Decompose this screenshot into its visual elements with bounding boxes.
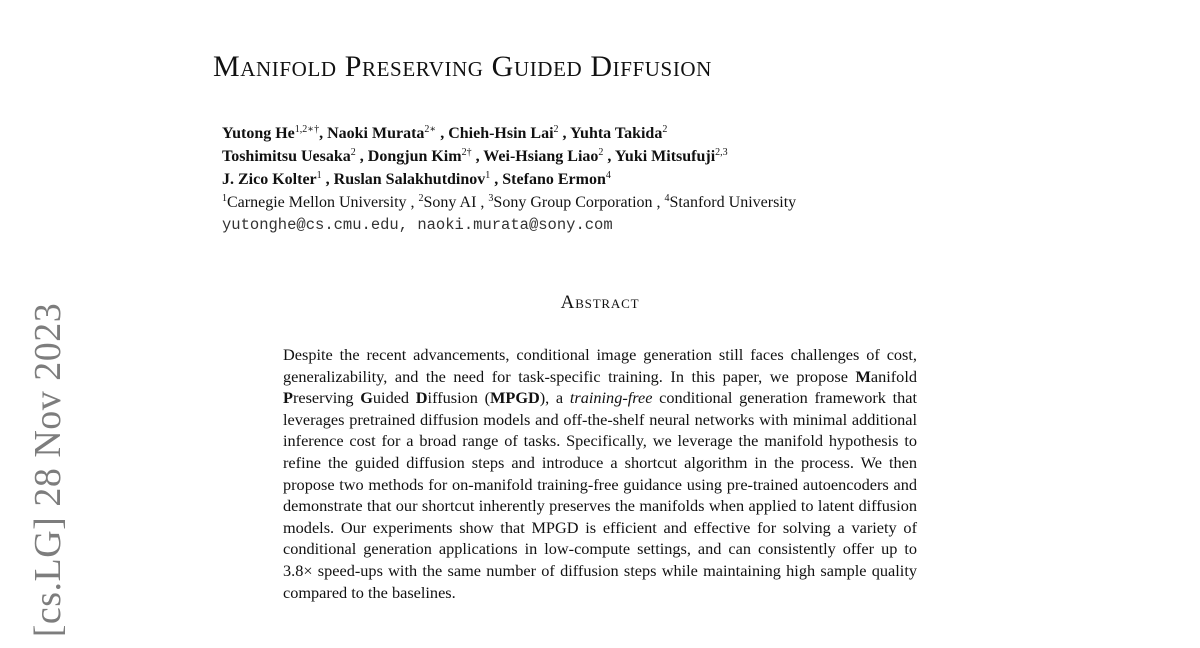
abstract-bold-run: P [283, 388, 293, 408]
abstract-bold-run: MPGD [490, 388, 540, 408]
abstract-bold-run: G [360, 388, 373, 408]
author-affiliation-mark: 1,2∗† [294, 124, 320, 135]
affiliation-number: 1 [222, 193, 227, 204]
author-affiliation-mark: 2 [553, 124, 559, 135]
author-name: J. Zico Kolter [222, 171, 317, 188]
arxiv-sidebar-stamp: [cs.LG] 28 Nov 2023 [27, 302, 69, 638]
author-affiliation-mark: 2 [662, 124, 668, 135]
author-row-2: Toshimitsu Uesaka$^2$ , Dongjun Kim$^{2\dagger}$ , Wei-Hsiang Liao$^2$ , Yuki Mitsufuji$^{2,3}$ [222, 147, 728, 165]
affiliation-name: Sony AI , [423, 194, 489, 211]
abstract-italic-run: training-free [569, 388, 653, 408]
author-name: Yutong He [222, 125, 295, 142]
author-affiliation-mark: 2† [461, 147, 472, 158]
author-name: Naoki Murata [327, 125, 425, 142]
author-name: Yuki Mitsufuji [614, 148, 716, 165]
contact-emails: yutonghe@cs.cmu.edu, naoki.murata@sony.com [222, 216, 613, 234]
author-affiliation-mark: 4 [605, 170, 611, 181]
affiliation-number: 3 [488, 193, 494, 204]
affiliation-number: 2 [418, 193, 424, 204]
author-name: Toshimitsu Uesaka [222, 148, 351, 165]
paper-title: Manifold Preserving Guided Diffusion [213, 50, 712, 83]
author-affiliation-mark: 2∗ [424, 124, 437, 135]
affiliation-number: 4 [664, 193, 670, 204]
author-name: Yuhta Takida [569, 125, 663, 142]
abstract-bold-run: M [855, 366, 871, 386]
author-affiliation-mark: 2,3 [715, 147, 728, 158]
abstract-text: Despite the recent advancements, conditional image generation still faces challenges of cost, generalizability, and the need for task-specific training. In this paper, we propose Manifold Preserving Guided Diffusion (MPGD), a training-free conditional generation framework that leverages pretrained diffusion models and off-the-shelf neural networks with minimal additional inference cost for a broad range of tasks. Specifically, we leverage the manifold hypothesis to refine the guided diffusion steps and introduce a shortcut algorithm in the process. We then propose two methods for on-manifold training-free guidance using pre-trained autoencoders and demonstrate that our shortcut inherently preserves the manifolds when applied to latent diffusion models. Our experiments show that MPGD is efficient and effective for solving a variety of conditional generation applications in low-compute settings, and can consistently offer up to 3.8× speed-ups with the same number of diffusion steps while maintaining high sample quality compared to the baselines. [283, 345, 918, 602]
affiliation-name: Stanford University [669, 194, 797, 211]
author-affiliation-mark: 1 [316, 170, 322, 181]
abstract-bold-run: D [415, 388, 428, 408]
author-affiliation-mark: 2 [350, 147, 356, 158]
author-name: Chieh-Hsin Lai [448, 125, 554, 142]
author-block [222, 122, 796, 237]
author-affiliation-mark: 1 [485, 170, 491, 181]
author-row-3: J. Zico Kolter$^1$ , Ruslan Salakhutdinov$^1$ , Stefano Ermon$^4$ [222, 170, 611, 188]
affiliation-name: Carnegie Mellon University , [227, 194, 419, 211]
author-affiliation-mark: 2 [598, 147, 604, 158]
affiliations-line [222, 191, 796, 214]
author-row-1: Yutong $He^{1,2∗\dagger}$, Naoki Murata$^{2∗}$ , Chieh-Hsin Lai$^2$ , Yuhta Takida$^2$ [222, 124, 668, 142]
abstract-heading: Abstract [560, 292, 640, 313]
author-name: Dongjun Kim [367, 148, 462, 165]
author-name: Ruslan Salakhutdinov [333, 171, 486, 188]
author-name: Wei-Hsiang Liao [483, 148, 599, 165]
affiliation-name: Sony Group Corporation , [493, 194, 665, 211]
author-name: Stefano Ermon [502, 171, 606, 188]
